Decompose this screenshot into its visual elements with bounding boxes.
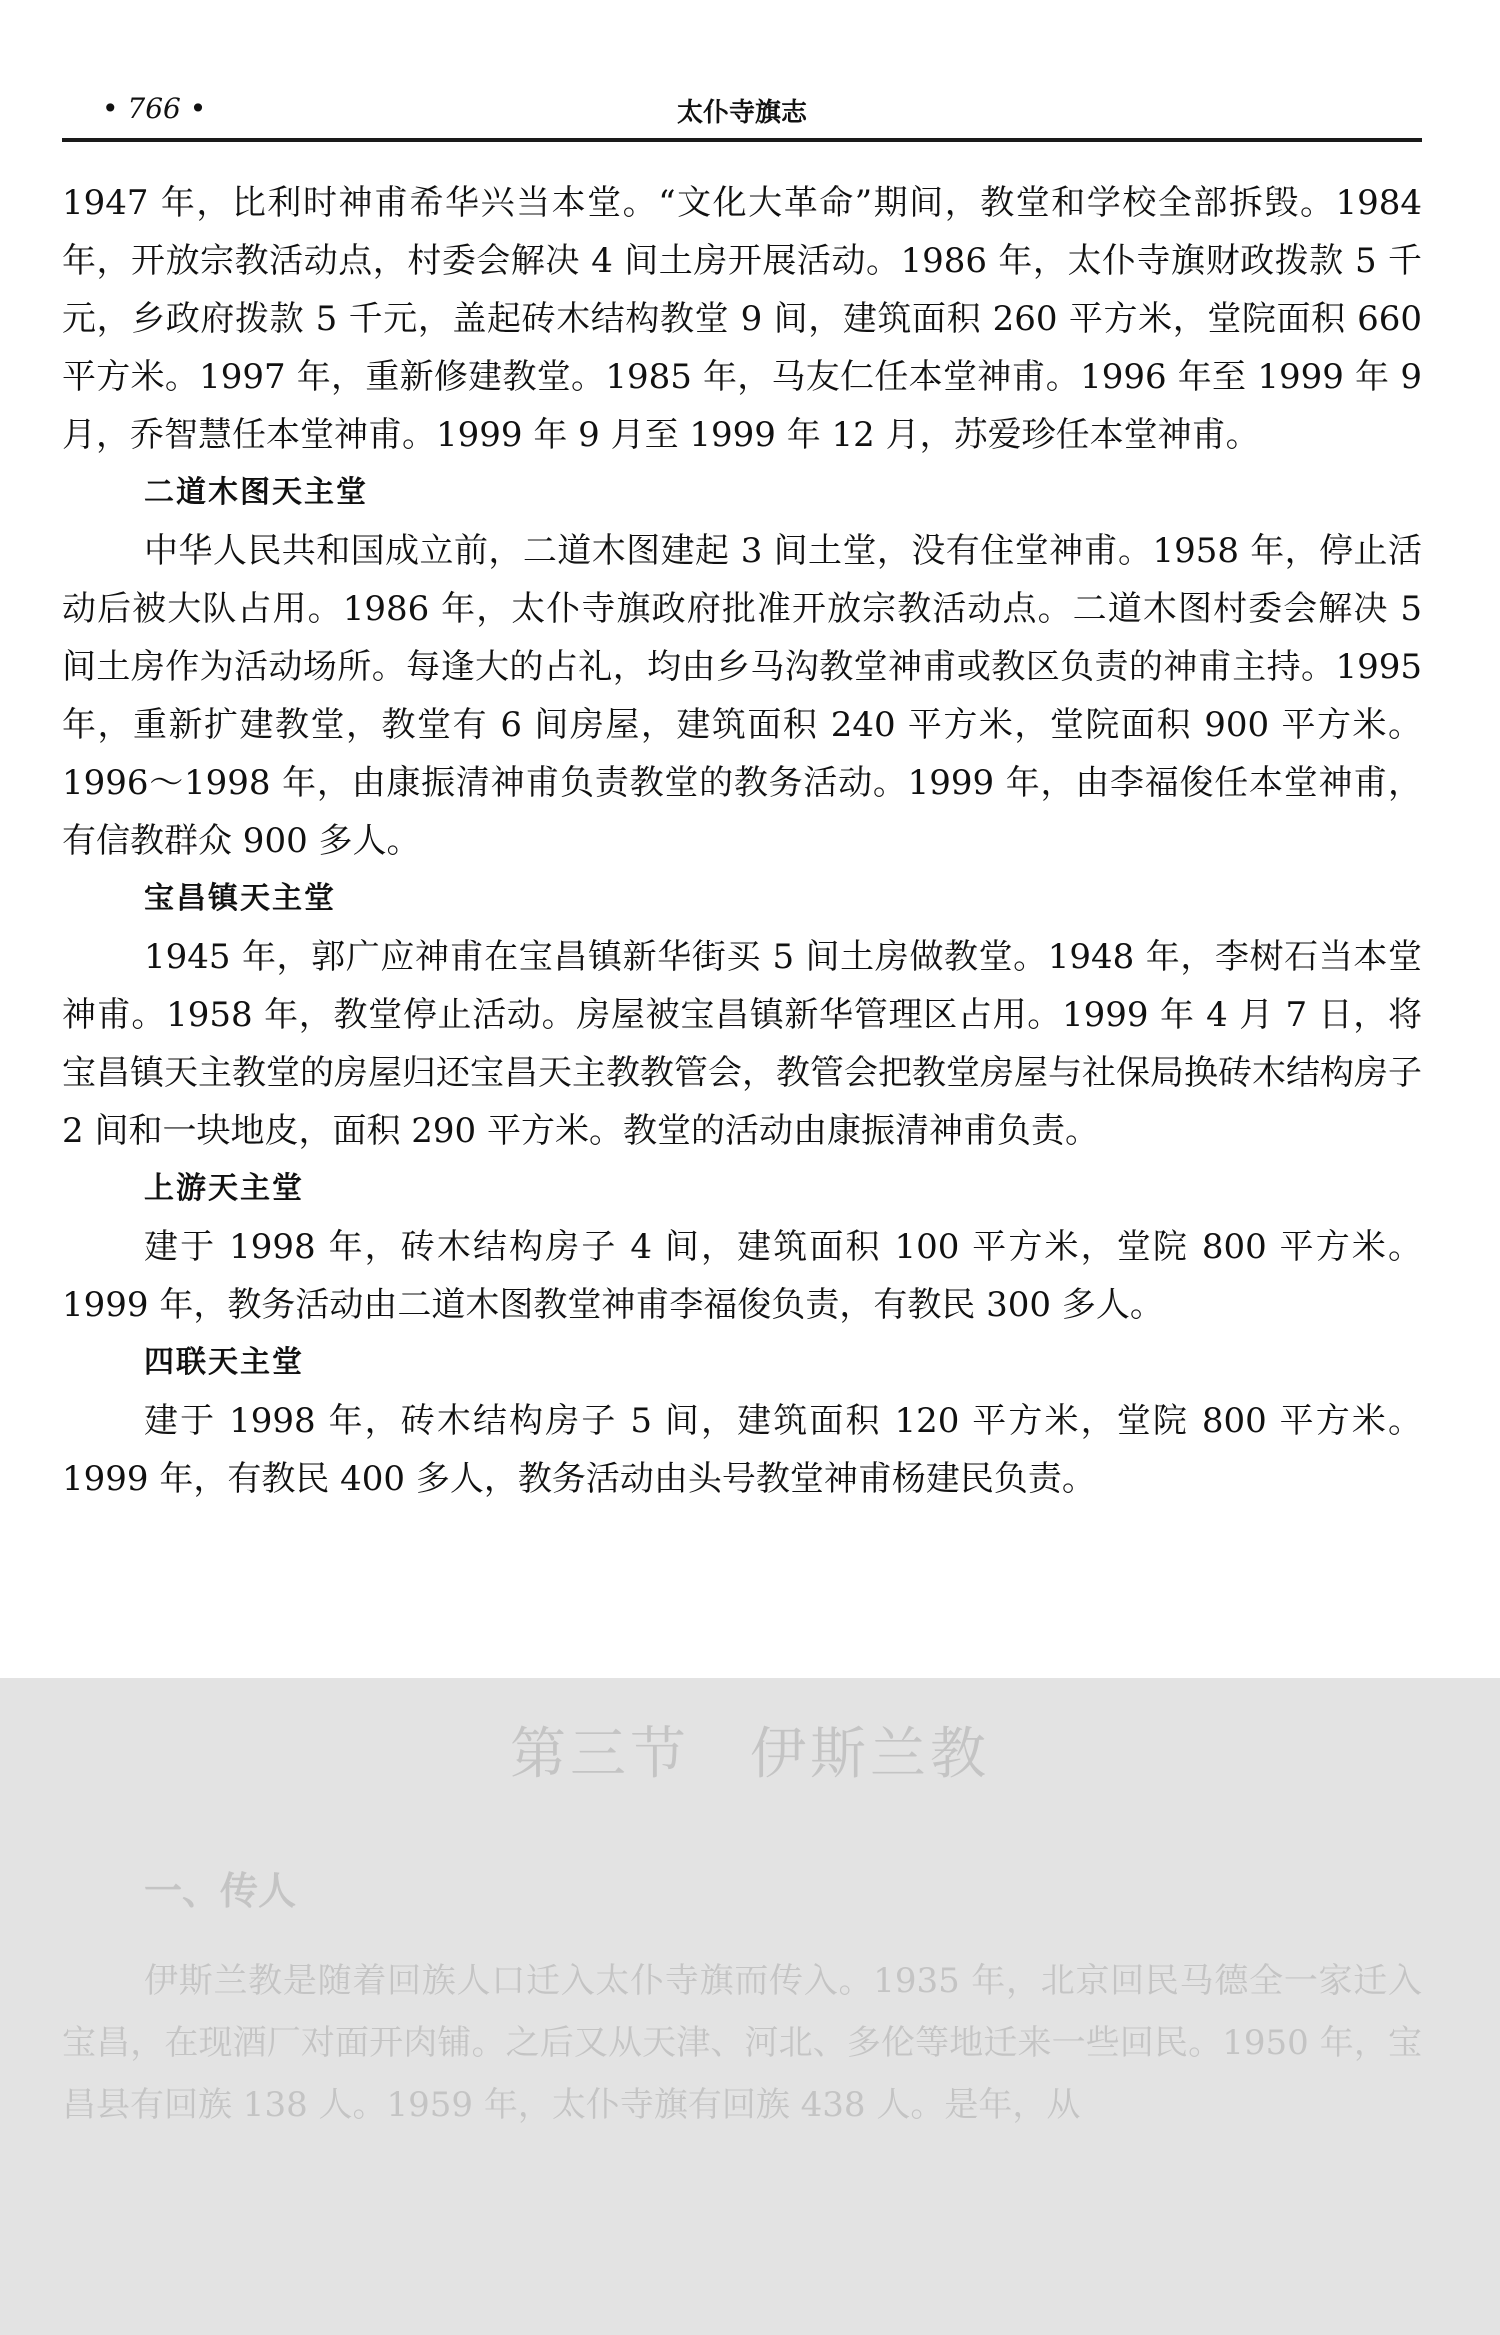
paragraph: 建于 1998 年，砖木结构房子 5 间，建筑面积 120 平方米，堂院 800 平方米。1999 年，有教民 400 多人，教务活动由头号教堂神甫杨建民负责。 [62,1401,1422,1499]
paragraph: 1945 年，郭广应神甫在宝昌镇新华街买 5 间土房做教堂。1948 年，李树石当本堂神甫。1958 年，教堂停止活动。房屋被宝昌镇新华管理区占用。1999 年 4 月 7 日，将宝昌镇天主教堂的房屋归还宝昌天主教教管会，教管会把教堂房屋与社保局换砖木结构房子 2 间和一块地皮，面积 290 平方米。教堂的活动由康振清神甫负责。 [62,937,1422,1151]
section-heading: 二道木图天主堂 [144,475,368,510]
paragraph: 建于 1998 年，砖木结构房子 4 间，建筑面积 100 平方米，堂院 800 平方米。1999 年，教务活动由二道木图教堂神甫李福俊负责，有教民 300 多人。 [62,1227,1422,1325]
page-header [62,88,1422,142]
section-heading: 四联天主堂 [144,1345,304,1380]
section-title-text: 伊斯兰教 [750,1722,990,1787]
running-title: 太仆寺旗志 [676,98,807,128]
section-heading: 宝昌镇天主堂 [144,881,336,916]
section-heading: 上游天主堂 [144,1171,304,1206]
paragraph: 1947 年，比利时神甫希华兴当本堂。“文化大革命”期间，教堂和学校全部拆毁。1984 年，开放宗教活动点，村委会解决 4 间土房开展活动。1986 年，太仆寺旗财政拨款 5 千元，乡政府拨款 5 千元，盖起砖木结构教堂 9 间，建筑面积 260 平方米，堂院面积 660 平方米。1997 年，重新修建教堂。1985 年，马友仁任本堂神甫。1996 年至 1999 年 9 月，乔智慧任本堂神甫。1999 年 9 月至 1999 年 12 月，苏爱珍任本堂神甫。 [62,183,1422,455]
section-number: 第三节 [510,1722,690,1787]
faded-subhead: 一、传人 [144,1869,297,1913]
main-text [62,174,1422,1508]
page-number: • 766 • [102,92,207,125]
paragraph: 中华人民共和国成立前，二道木图建起 3 间土堂，没有住堂神甫。1958 年，停止活动后被大队占用。1986 年，太仆寺旗政府批准开放宗教活动点。二道木图村委会解决 5 间土房作为活动场所。每逢大的占礼，均由乡马沟教堂神甫或教区负责的神甫主持。1995 年，重新扩建教堂，教堂有 6 间房屋，建筑面积 240 平方米，堂院面积 900 平方米。1996～1998 年，由康振清神甫负责教堂的教务活动。1999 年，由李福俊任本堂神甫，有信教群众 900 多人。 [62,531,1422,861]
faded-paragraph: 伊斯兰教是随着回族人口迁入太仆寺旗而传入。1935 年，北京回民马德全一家迁入宝昌，在现酒厂对面开肉铺。之后又从天津、河北、多伦等地迁来一些回民。1950 年，宝昌县有回族 138 人。1959 年，太仆寺旗有回族 438 人。是年，从 [62,1961,1422,2125]
chapter-section-title [0,1710,1500,1790]
